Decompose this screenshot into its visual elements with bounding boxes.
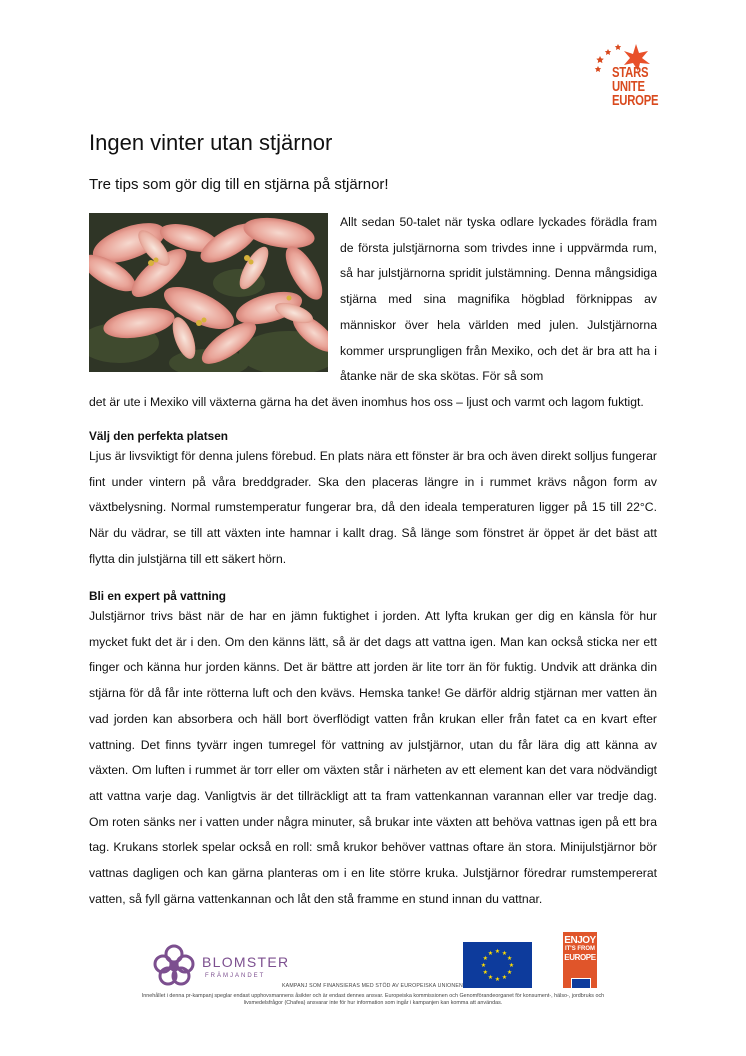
intro-paragraph: Allt sedan 50-talet när tyska odlare lyckades förädla fram de första julstjärnorna som trivdes inne i uppvärmda rum, så har julstjärnorna spridit julstämning. Denna mångsidiga stjärna med sina magnifika högblad förknippas av människor över hela världen med julen. Julstjärnorna kommer ursprungligen från Mexiko, och det är bra att ha i åtanke när de ska skötas. För så som (340, 215, 657, 384)
eu-star-icon: ★ (494, 949, 501, 955)
blomster-logo (150, 942, 300, 988)
eu-star-icon: ★ (501, 950, 508, 957)
stars-unite-europe-logo (592, 42, 662, 128)
eu-star-icon: ★ (508, 963, 515, 969)
eu-star-icon: ★ (487, 950, 494, 957)
page-subtitle: Tre tips som gör dig till en stjärna på stjärnor! (89, 176, 389, 193)
eu-star-icon: ★ (487, 975, 494, 982)
logo-line-unite: UNITE (612, 79, 645, 95)
enjoy-line-1: ENJOY (564, 935, 596, 946)
page-title: Ingen vinter utan stjärnor (89, 130, 333, 155)
section-heading-placement: Välj den perfekta platsen (89, 429, 228, 443)
enjoy-its-from-europe-logo (563, 932, 597, 988)
section-heading-watering: Bli en expert på vattning (89, 589, 227, 603)
eu-star-icon: ★ (501, 975, 508, 982)
poinsettia-photo (89, 213, 328, 372)
eu-star-icon: ★ (480, 963, 487, 969)
eu-star-icon: ★ (494, 977, 501, 983)
eu-flag-icon (463, 942, 532, 988)
blomster-name: BLOMSTER (202, 954, 290, 970)
enjoy-line-2: IT'S FROM (564, 946, 596, 952)
logo-line-stars: STARS (612, 65, 649, 81)
campaign-eu-funding-note: KAMPANJ SOM FINANSIERAS MED STÖD AV EUROPEISKA UNIONEN (282, 983, 463, 989)
enjoy-eu-flag-icon (571, 978, 591, 988)
eu-star-icon: ★ (506, 970, 513, 976)
enjoy-line-3: EUROPE (564, 953, 596, 962)
eu-star-icon: ★ (482, 970, 489, 976)
blomster-subtitle: FRÄMJANDET (205, 973, 266, 979)
section-body-watering: Julstjärnor trivs bäst när de har en jämn fuktighet i jorden. Att lyfta krukan ger dig en känsla för hur mycket fukt det är i den. Om den känns lätt, så är det dags att vattna igen. Man kan också sticka ner ett finger och känna hur jorden känns. Det är bättre att jorden är lite torr än för fuktig. Undvik att dränka din stjärna för då får inte rötterna luft och den kvävs. Hemska tanke! Ge därför aldrig stjärnan mer vatten än vad jorden kan absorbera och häll bort överflödigt vatten från krukan eller från fatet ca en kvart efter vattning. Det finns tyvärr ingen tumregel för vattning av julstjärnor, utan du får lära dig att känna av växten. Om luften i rummet är torr eller om växten står i närheten av ett element kan det vara nödvändigt att vattna varje dag. Vanligtvis är det tillräckligt att ta fram vattenkannan varannan eller var tredje dag. Om roten sänks ner i vatten under några minuter, så brukar inte växten att behöva vattnas igen på ett bra tag. Krukans storlek spelar också en roll: små krukor behöver vattnas oftare än stora. Minijulstjärnor bör vattnas dagligen och kan gärna planteras om i en lite större kruka. Julstjärnor föredrar rumstempererat vatten, så fyll gärna vattenkannan och låt den stå framme en stund innan du vattnar. (89, 609, 657, 906)
stars-unite-europe-wordmark (612, 65, 659, 109)
blomster-flower-logo-icon (150, 942, 198, 988)
intro-paragraph-continued: det är ute i Mexiko vill växterna gärna ha det även inomhus hos oss – ljust och varmt och lagom fuktigt. (89, 395, 644, 409)
footer-disclaimer: Innehållet i denna pr-kampanj speglar endast upphovsmannens åsikter och är endast dennes ansvar. Europeiska kommissionen och Genomförandeorganet för konsument-, hälso-, jordbruks och livsmedelsfrågor (Chafea) ansvarar inte för hur information som ingår i kampanjen kan komma att användas. (141, 993, 605, 1006)
eu-star-icon: ★ (506, 956, 513, 962)
eu-star-icon: ★ (482, 956, 489, 962)
section-body-placement: Ljus är livsviktigt för denna julens förebud. En plats nära ett fönster är bra och även direkt solljus fungerar fint under vintern på våra breddgrader. Ska den placeras längre in i rummet krävs någon form av växtbelysning. Normal rumstemperatur fungerar bra, då den ideala temperaturen ligger på 15 till 22°C. När du vädrar, se till att växten inte hamnar i kallt drag. Så länge som fönstret är öppet är det bäst att flytta din julstjärna till ett säkert hörn. (89, 449, 657, 566)
logo-line-europe: EUROPE (612, 93, 659, 109)
